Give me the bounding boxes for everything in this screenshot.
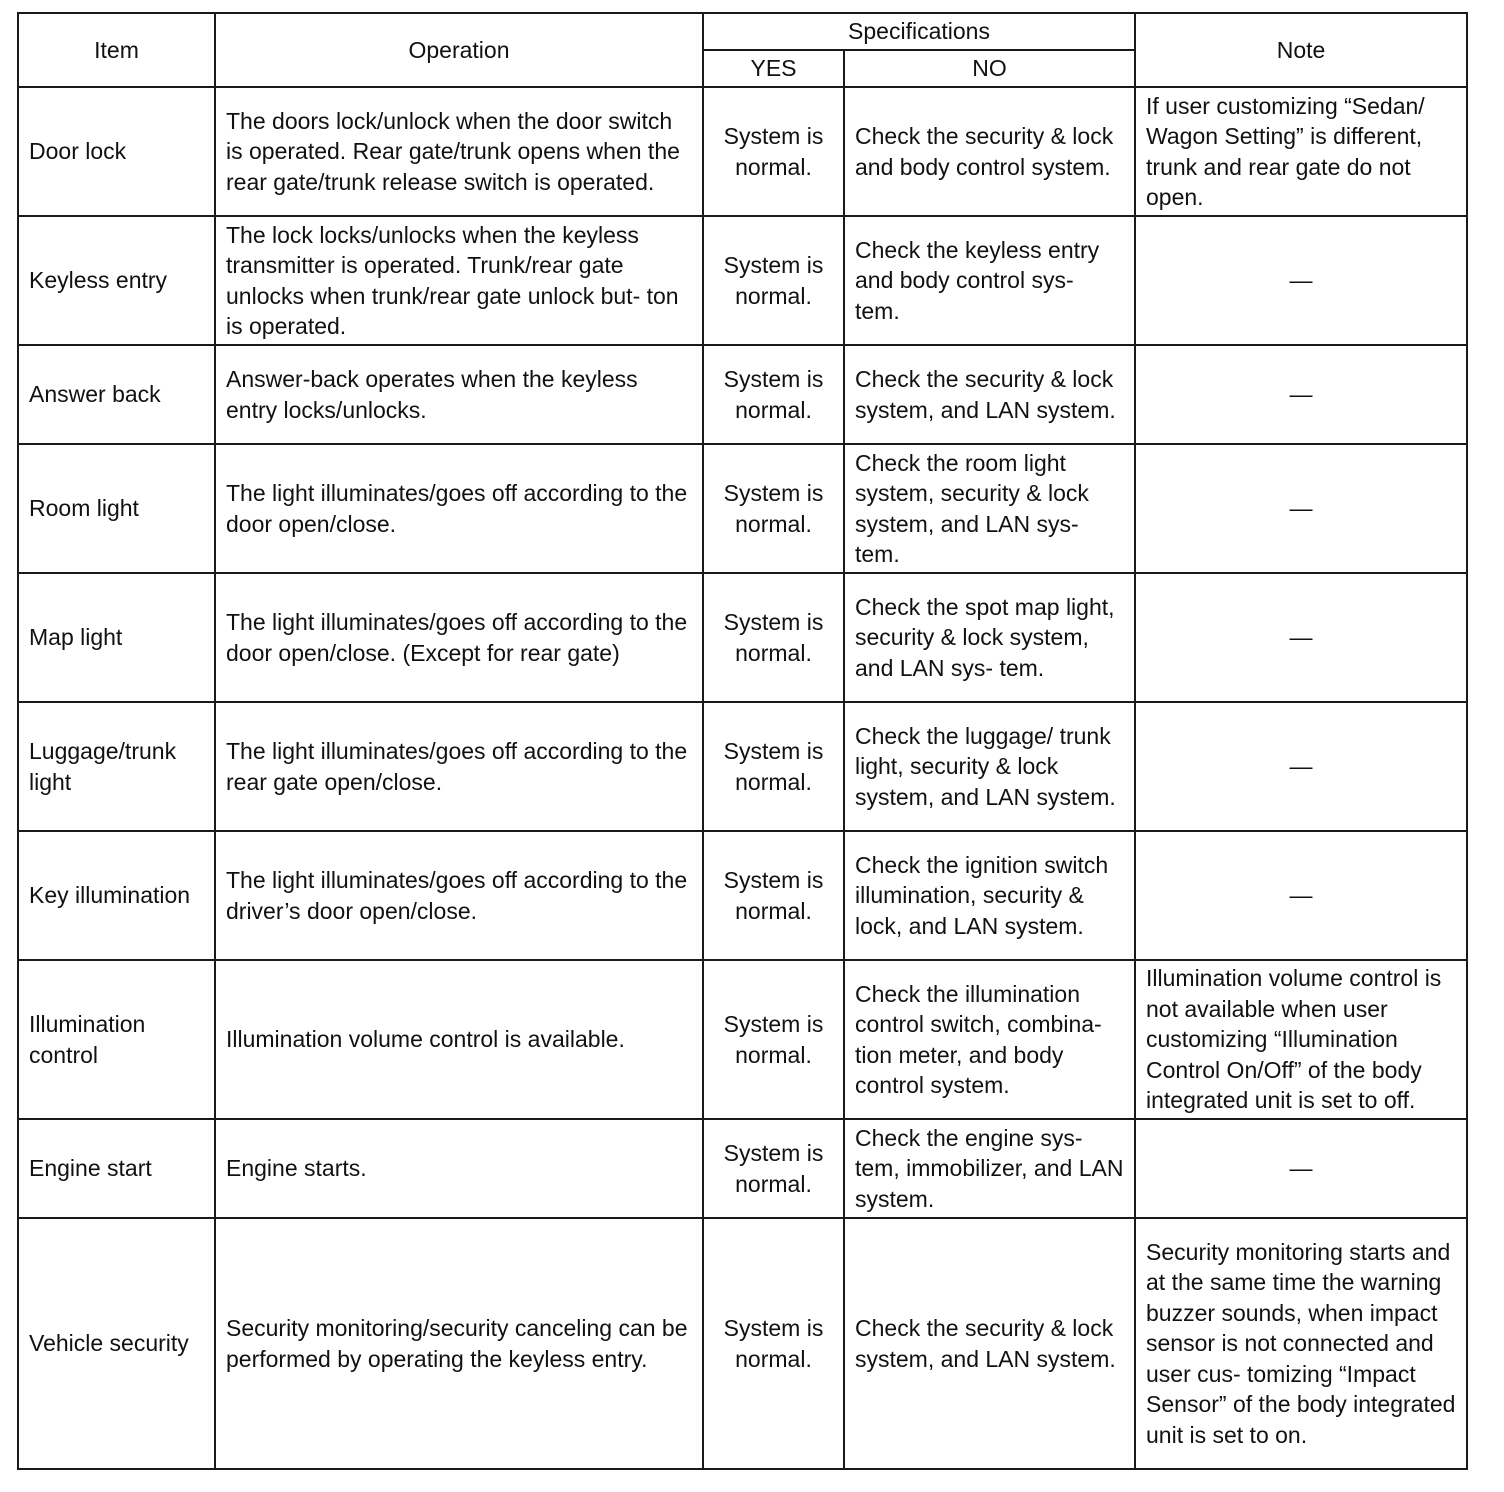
header-yes: YES	[703, 50, 844, 87]
table-header	[18, 13, 1467, 87]
yes-cell: System is normal.	[703, 87, 844, 216]
operation-cell: The doors lock/unlock when the door switch is operated. Rear gate/trunk opens when the rear gate/trunk release switch is operated.	[215, 87, 703, 216]
header-note: Note	[1135, 13, 1467, 87]
table-row	[18, 831, 1467, 960]
yes-cell: System is normal.	[703, 345, 844, 444]
specification-table	[17, 12, 1468, 1470]
note-cell: —	[1135, 444, 1467, 573]
item-cell: Engine start	[18, 1119, 215, 1218]
note-cell: If user customizing “Sedan/ Wagon Setting” is different, trunk and rear gate do not open.	[1135, 87, 1467, 216]
item-cell: Answer back	[18, 345, 215, 444]
note-cell: —	[1135, 345, 1467, 444]
item-cell: Room light	[18, 444, 215, 573]
table-body	[18, 87, 1467, 1469]
no-cell: Check the security & lock system, and LAN system.	[844, 345, 1135, 444]
table-row	[18, 960, 1467, 1119]
header-no: NO	[844, 50, 1135, 87]
header-item: Item	[18, 13, 215, 87]
table-row	[18, 345, 1467, 444]
item-cell: Key illumination	[18, 831, 215, 960]
operation-cell: Answer-back operates when the keyless entry locks/unlocks.	[215, 345, 703, 444]
no-cell: Check the security & lock system, and LAN system.	[844, 1218, 1135, 1469]
table-row	[18, 444, 1467, 573]
operation-cell: The light illuminates/goes off according to the door open/close.	[215, 444, 703, 573]
header-operation: Operation	[215, 13, 703, 87]
yes-cell: System is normal.	[703, 1218, 844, 1469]
no-cell: Check the keyless entry and body control sys- tem.	[844, 216, 1135, 345]
operation-cell: The light illuminates/goes off according to the door open/close. (Except for rear gate)	[215, 573, 703, 702]
note-cell: —	[1135, 702, 1467, 831]
no-cell: Check the engine sys- tem, immobilizer, and LAN system.	[844, 1119, 1135, 1218]
item-cell: Luggage/trunk light	[18, 702, 215, 831]
note-cell: —	[1135, 573, 1467, 702]
operation-cell: The lock locks/unlocks when the keyless transmitter is operated. Trunk/rear gate unlocks when trunk/rear gate unlock but- ton is operated.	[215, 216, 703, 345]
table-row	[18, 573, 1467, 702]
note-cell: —	[1135, 216, 1467, 345]
no-cell: Check the luggage/ trunk light, security & lock system, and LAN system.	[844, 702, 1135, 831]
no-cell: Check the spot map light, security & lock system, and LAN sys- tem.	[844, 573, 1135, 702]
operation-cell: The light illuminates/goes off according to the rear gate open/close.	[215, 702, 703, 831]
operation-cell: Illumination volume control is available.	[215, 960, 703, 1119]
note-cell: —	[1135, 1119, 1467, 1218]
yes-cell: System is normal.	[703, 573, 844, 702]
yes-cell: System is normal.	[703, 216, 844, 345]
table-row	[18, 1119, 1467, 1218]
table-row	[18, 1218, 1467, 1469]
header-specifications: Specifications	[703, 13, 1135, 50]
no-cell: Check the ignition switch illumination, security & lock, and LAN system.	[844, 831, 1135, 960]
yes-cell: System is normal.	[703, 702, 844, 831]
item-cell: Keyless entry	[18, 216, 215, 345]
table-row	[18, 702, 1467, 831]
operation-cell: Engine starts.	[215, 1119, 703, 1218]
no-cell: Check the illumination control switch, combina- tion meter, and body control system.	[844, 960, 1135, 1119]
yes-cell: System is normal.	[703, 1119, 844, 1218]
yes-cell: System is normal.	[703, 960, 844, 1119]
no-cell: Check the room light system, security & lock system, and LAN sys- tem.	[844, 444, 1135, 573]
yes-cell: System is normal.	[703, 444, 844, 573]
item-cell: Vehicle security	[18, 1218, 215, 1469]
operation-cell: The light illuminates/goes off according to the driver’s door open/close.	[215, 831, 703, 960]
operation-cell: Security monitoring/security canceling can be performed by operating the keyless entry.	[215, 1218, 703, 1469]
no-cell: Check the security & lock and body control system.	[844, 87, 1135, 216]
table-row	[18, 87, 1467, 216]
note-cell: Illumination volume control is not available when user customizing “Illumination Control On/Off” of the body integrated unit is set to off.	[1135, 960, 1467, 1119]
yes-cell: System is normal.	[703, 831, 844, 960]
table-row	[18, 216, 1467, 345]
note-cell: Security monitoring starts and at the same time the warning buzzer sounds, when impact sensor is not connected and user cus- tomizing “Impact Sensor” of the body integrated unit is set to on.	[1135, 1218, 1467, 1469]
item-cell: Illumination control	[18, 960, 215, 1119]
item-cell: Map light	[18, 573, 215, 702]
note-cell: —	[1135, 831, 1467, 960]
item-cell: Door lock	[18, 87, 215, 216]
